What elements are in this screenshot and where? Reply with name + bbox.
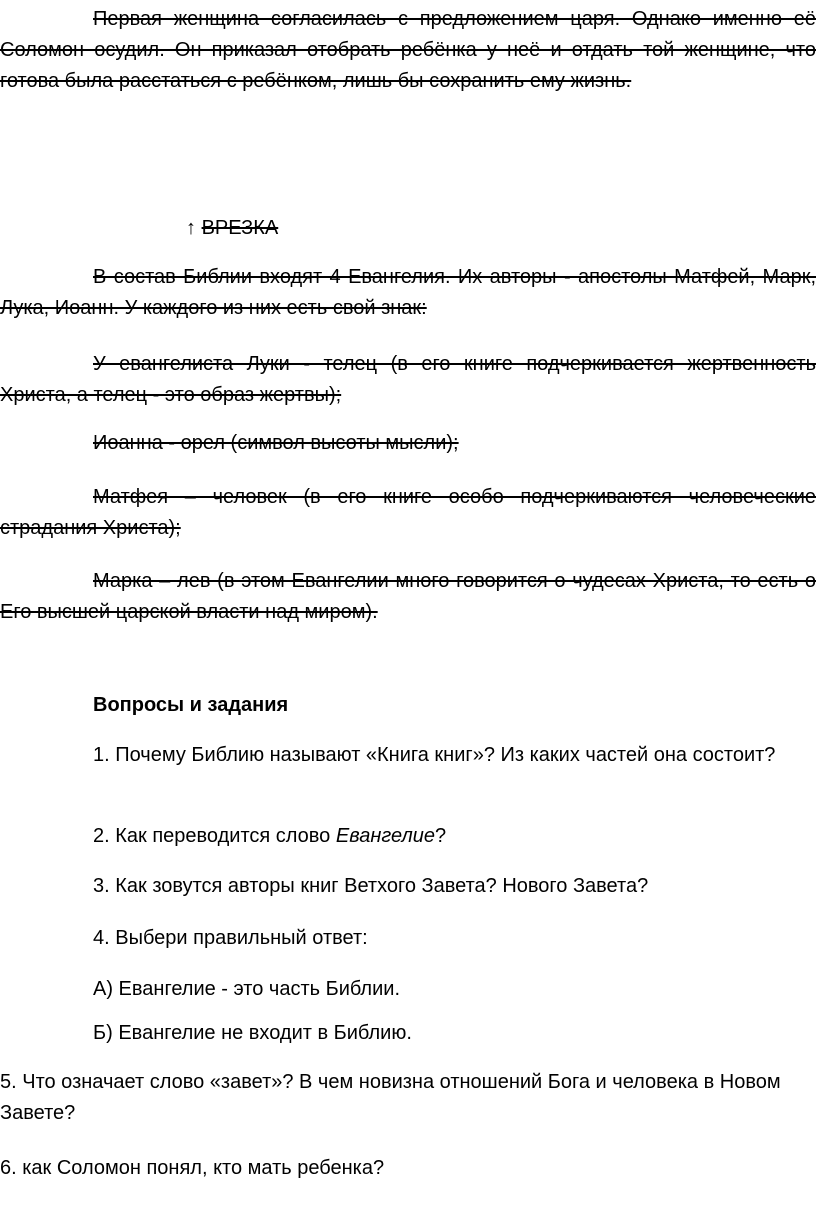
question-4: 4. Выбери правильный ответ: <box>93 927 368 949</box>
sidebar-marker <box>0 213 816 244</box>
paragraph-gospels: В состав Библии входят 4 Евангелия. Их авторы - апостолы Матфей, Марк, Лука, Иоанн. У каждого из них есть свой знак: <box>0 266 816 319</box>
question-2-suffix: ? <box>434 825 447 847</box>
question-2-term: Евангелие <box>335 825 435 847</box>
paragraph-solomon-judgement: Первая женщина согласилась с предложением царя. Однако именно её Соломон осудил. Он приказал отобрать ребёнка у неё и отдать той женщине, что готова была расстаться с ребёнком, лишь бы сохранить ему жизнь. <box>0 8 816 92</box>
paragraph-john: Иоанна - орел (символ высоты мысли); <box>93 432 459 454</box>
question-2 <box>0 821 816 852</box>
sidebar-label: ВРЕЗКА <box>201 217 279 239</box>
up-arrow-icon: ↑ <box>186 217 196 239</box>
questions-heading: Вопросы и задания <box>93 694 289 716</box>
paragraph-luke: У евангелиста Луки - телец (в его книге подчеркивается жертвенность Христа, а телец - это образ жертвы); <box>0 353 816 406</box>
question-3: 3. Как зовутся авторы книг Ветхого Завета? Нового Завета? <box>93 875 649 897</box>
question-2-prefix: 2. Как переводится слово <box>93 825 336 847</box>
question-4-option-a: А) Евангелие - это часть Библии. <box>93 978 401 1000</box>
question-5: 5. Что означает слово «завет»? В чем новизна отношений Бога и человека в Новом Завете? <box>0 1071 781 1124</box>
question-4-option-b: Б) Евангелие не входит в Библию. <box>93 1022 412 1044</box>
paragraph-matthew: Матфея – человек (в его книге особо подчеркиваются человеческие страдания Христа); <box>0 486 816 539</box>
question-6: 6. как Соломон понял, кто мать ребенка? <box>0 1157 385 1179</box>
paragraph-mark: Марка – лев (в этом Евангелии много говорится о чудесах Христа, то есть о Его высшей царской власти над миром). <box>0 570 816 623</box>
question-1: 1. Почему Библию называют «Книга книг»? Из каких частей она состоит? <box>93 744 776 766</box>
